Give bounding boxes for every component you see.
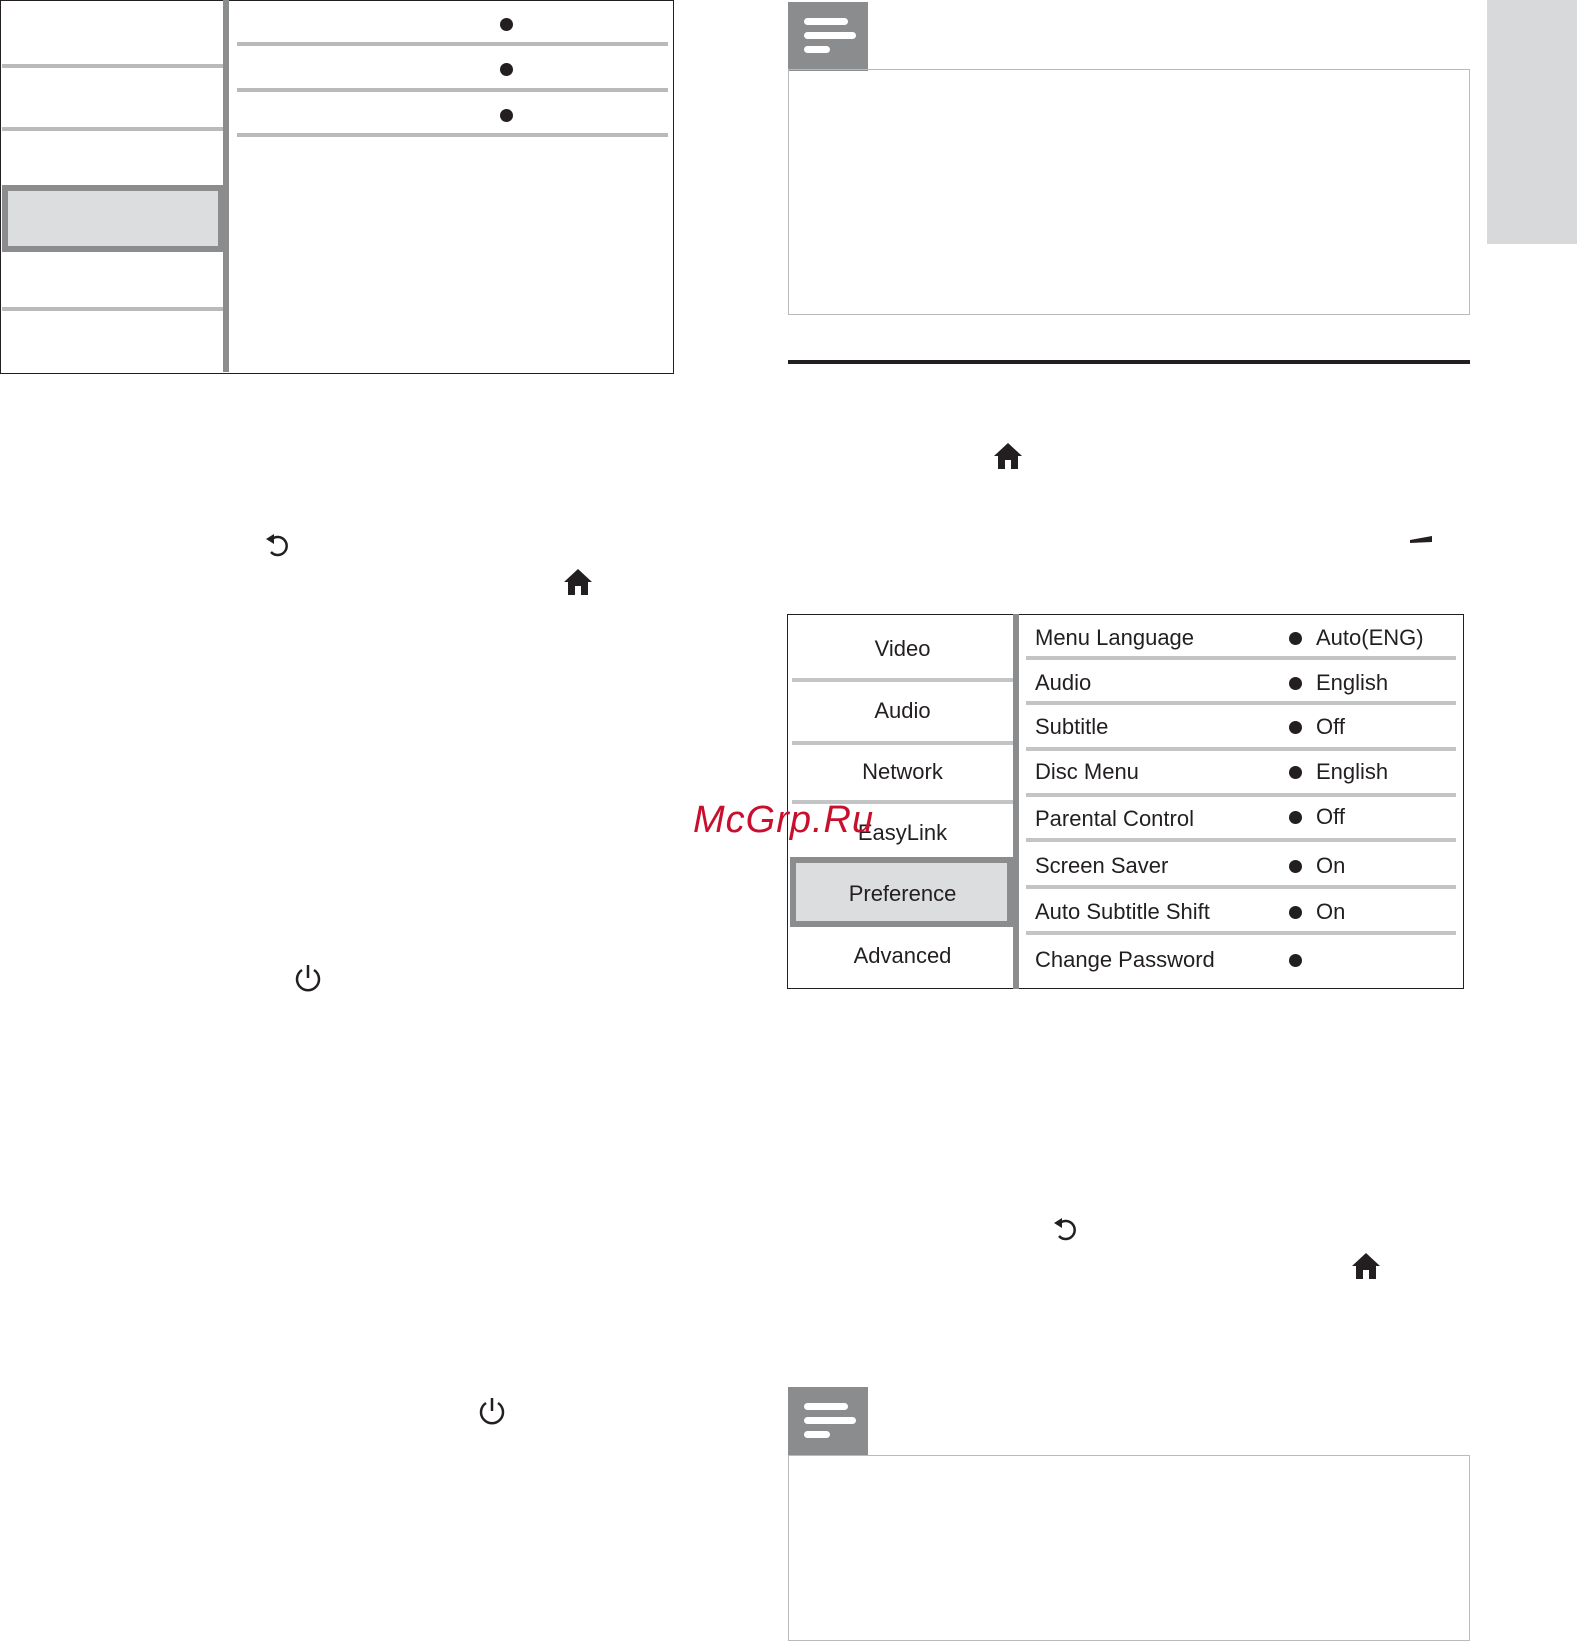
option-value: Off — [1316, 804, 1345, 829]
option-bullet — [500, 18, 513, 31]
option-bullet — [500, 63, 513, 76]
menu-divider — [1013, 614, 1019, 989]
option-parental-control[interactable]: Parental Control — [1035, 806, 1194, 831]
category-network[interactable]: Network — [862, 759, 943, 784]
section-rule — [788, 360, 1470, 364]
option-value: On — [1316, 853, 1346, 878]
menu-separator — [1026, 885, 1456, 889]
option-bullet — [1289, 677, 1302, 690]
menu-separator — [1026, 793, 1456, 797]
menu-separator — [237, 133, 668, 137]
option-auto-subtitle-shift[interactable]: Auto Subtitle Shift — [1035, 899, 1210, 924]
option-screen-saver[interactable]: Screen Saver — [1035, 853, 1169, 878]
menu-separator — [1026, 838, 1456, 842]
back-icon — [1050, 1214, 1082, 1246]
option-value: English — [1316, 670, 1389, 695]
menu-separator — [1026, 656, 1456, 660]
home-icon — [992, 440, 1024, 472]
menu-separator — [2, 307, 223, 311]
option-bullet — [1289, 766, 1302, 779]
selected-category[interactable] — [8, 191, 218, 246]
option-bullet — [1289, 811, 1302, 824]
menu-separator — [237, 88, 668, 92]
category-audio[interactable]: Audio — [874, 698, 931, 723]
menu-separator — [2, 127, 223, 131]
arrow-tail-icon — [1410, 536, 1434, 548]
option-bullet — [1289, 632, 1302, 645]
option-bullet — [1289, 954, 1302, 967]
power-icon — [292, 962, 324, 994]
menu-separator — [1026, 931, 1456, 935]
menu-separator — [237, 42, 668, 46]
note-icon — [788, 1387, 868, 1456]
watermark: McGrp.Ru — [693, 799, 875, 841]
note-box — [788, 1455, 1470, 1641]
menu-separator — [2, 64, 223, 68]
menu-separator — [1026, 701, 1456, 705]
option-bullet — [1289, 860, 1302, 873]
menu-separator — [1026, 747, 1456, 751]
option-menu-language[interactable]: Menu Language — [1035, 625, 1195, 650]
power-icon — [476, 1395, 508, 1427]
note-box — [788, 69, 1470, 315]
option-subtitle[interactable]: Subtitle — [1035, 714, 1109, 739]
menu-separator — [792, 741, 1013, 745]
home-icon — [1350, 1250, 1382, 1282]
option-bullet — [1289, 906, 1302, 919]
menu-divider — [223, 0, 229, 372]
option-change-password[interactable]: Change Password — [1035, 947, 1215, 972]
option-disc-menu[interactable]: Disc Menu — [1035, 759, 1139, 784]
home-icon — [562, 566, 594, 598]
menu-separator — [792, 678, 1013, 682]
back-icon — [262, 530, 294, 562]
option-audio[interactable]: Audio — [1035, 670, 1092, 695]
option-value: Off — [1316, 714, 1345, 739]
chapter-tab — [1487, 0, 1577, 244]
note-icon — [788, 2, 868, 71]
option-bullet — [1289, 721, 1302, 734]
category-preference[interactable]: Preference — [848, 881, 957, 906]
category-easylink[interactable]: EasyLink — [857, 820, 948, 845]
option-value: English — [1316, 759, 1389, 784]
option-bullet — [500, 109, 513, 122]
option-value: On — [1316, 899, 1346, 924]
option-value: Auto(ENG) — [1316, 625, 1424, 650]
category-video[interactable]: Video — [874, 636, 931, 661]
category-advanced[interactable]: Advanced — [853, 943, 952, 968]
